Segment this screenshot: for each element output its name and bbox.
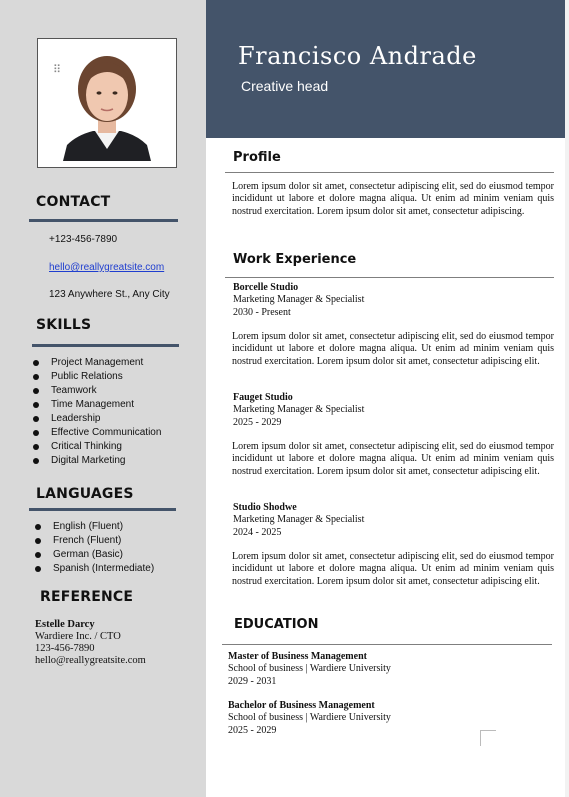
reference-phone: 123-456-7890	[35, 643, 95, 654]
language-item: French (Fluent)	[34, 534, 154, 548]
education-period: 2029 - 2031	[228, 675, 277, 687]
education-school: School of business | Wardiere University	[228, 663, 391, 675]
candidate-name: Francisco Andrade	[238, 42, 477, 70]
skill-item: Effective Communication	[32, 426, 161, 440]
skills-divider	[32, 344, 179, 347]
language-item: English (Fluent)	[34, 520, 154, 534]
education-divider	[222, 644, 552, 645]
education-heading: EDUCATION	[234, 617, 319, 632]
job-description: Lorem ipsum dolor sit amet, consectetur adipiscing elit, sed do eiusmod tempor incididunt ut labore et dolore magna aliqua. Ut enim ad minim veniam quis nostrud exercitation. Lorem ipsum dolor sit amet, consectetur adipiscing elit.	[232, 551, 554, 587]
skill-item: Time Management	[32, 398, 161, 412]
education-degree: Master of Business Management	[228, 651, 367, 662]
profile-heading: Profile	[233, 150, 281, 165]
job-description: Lorem ipsum dolor sit amet, consectetur adipiscing elit, sed do eiusmod tempor incididunt ut labore et dolore magna aliqua. Ut enim ad minim veniam quis nostrud exercitation. Lorem ipsum dolor sit amet, consectetur adipiscing elit.	[232, 331, 554, 367]
job-entry	[233, 392, 364, 429]
page-edge	[565, 0, 569, 797]
reference-name: Estelle Darcy	[35, 619, 95, 630]
education-school: School of business | Wardiere University	[228, 712, 391, 724]
job-role: Marketing Manager & Specialist	[233, 294, 365, 306]
job-period: 2024 - 2025	[233, 526, 282, 538]
job-description: Lorem ipsum dolor sit amet, consectetur adipiscing elit, sed do eiusmod tempor incididunt ut labore et dolore magna aliqua. Ut enim ad minim veniam quis nostrud exercitation. Lorem ipsum dolor sit amet, consectetur adipiscing elit.	[232, 441, 554, 477]
reference-block	[35, 619, 146, 667]
contact-email-link[interactable]: hello@reallygreatsite.com	[49, 262, 165, 273]
education-entry	[228, 700, 391, 737]
skill-item: Teamwork	[32, 384, 161, 398]
skill-item: Critical Thinking	[32, 440, 161, 454]
job-entry	[233, 502, 364, 539]
languages-heading: LANGUAGES	[36, 486, 134, 502]
text-boundary-marker	[480, 730, 496, 746]
education-period: 2025 - 2029	[228, 724, 277, 736]
language-item: Spanish (Intermediate)	[34, 562, 154, 576]
skill-item: Public Relations	[32, 370, 161, 384]
contact-heading: CONTACT	[36, 194, 111, 210]
job-role: Marketing Manager & Specialist	[233, 514, 365, 526]
skills-list	[32, 356, 161, 468]
languages-list	[34, 520, 154, 576]
contact-divider	[29, 219, 178, 222]
profile-divider	[225, 172, 554, 173]
job-company: Borcelle Studio	[233, 282, 299, 293]
education-entry	[228, 651, 391, 688]
portrait-illustration	[43, 45, 171, 161]
work-divider	[225, 277, 554, 278]
skill-item: Leadership	[32, 412, 161, 426]
skill-item: Project Management	[32, 356, 161, 370]
profile-photo	[43, 45, 171, 161]
contact-phone: +123-456-7890	[49, 234, 118, 245]
job-company: Fauget Studio	[233, 392, 293, 403]
candidate-title: Creative head	[241, 78, 329, 94]
work-heading: Work Experience	[233, 252, 357, 267]
reference-email: hello@reallygreatsite.com	[35, 655, 146, 666]
education-degree: Bachelor of Business Management	[228, 700, 375, 711]
profile-photo-frame[interactable]	[37, 38, 177, 168]
contact-address: 123 Anywhere St., Any City	[49, 289, 170, 300]
job-period: 2025 - 2029	[233, 416, 282, 428]
profile-text: Lorem ipsum dolor sit amet, consectetur adipiscing elit, sed do eiusmod tempor incididunt ut labore et dolore magna aliqua. Ut enim ad minim veniam quis nostrud exercitation. Lorem ipsum dolor sit amet, consectetur adipiscing.	[232, 181, 554, 217]
job-period: 2030 - Present	[233, 306, 291, 318]
language-item: German (Basic)	[34, 548, 154, 562]
job-company: Studio Shodwe	[233, 502, 297, 513]
job-role: Marketing Manager & Specialist	[233, 404, 365, 416]
skill-item: Digital Marketing	[32, 454, 161, 468]
job-entry	[233, 282, 364, 319]
skills-heading: SKILLS	[36, 317, 92, 333]
reference-company: Wardiere Inc. / CTO	[35, 631, 121, 642]
languages-divider	[29, 508, 176, 511]
reference-heading: REFERENCE	[40, 589, 134, 605]
drag-handle-icon[interactable]: ⠿	[53, 63, 63, 76]
